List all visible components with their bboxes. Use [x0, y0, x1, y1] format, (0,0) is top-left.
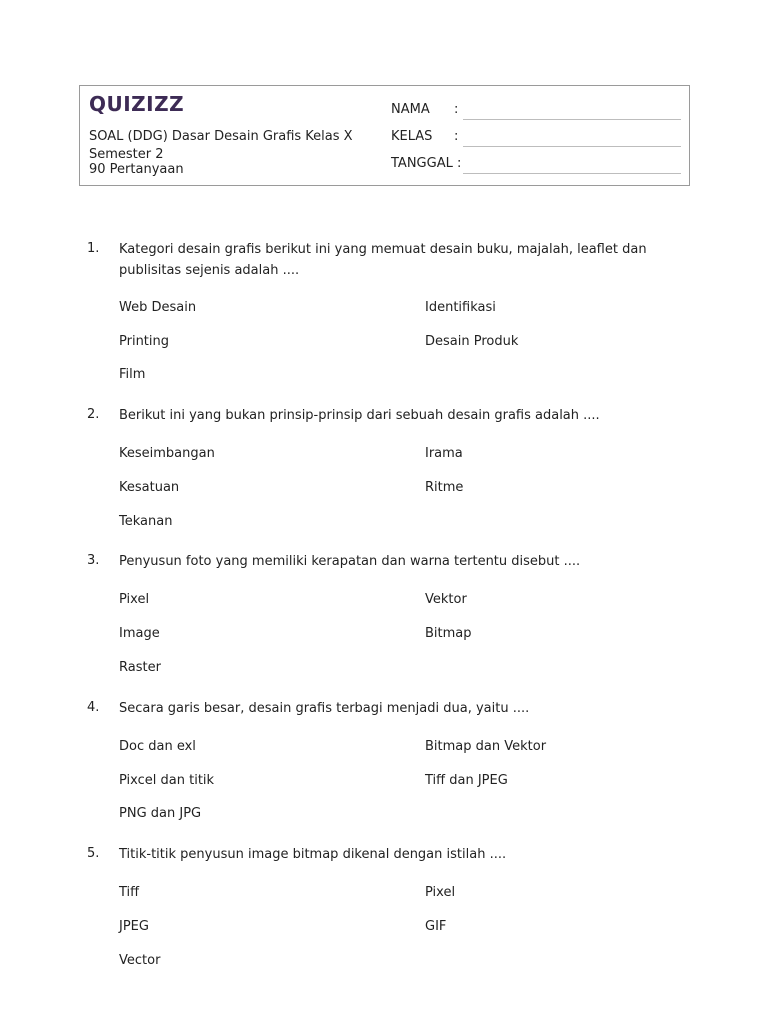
answer-option: Vektor	[425, 592, 467, 607]
answer-option: Irama	[425, 446, 463, 461]
name-colon: :	[454, 102, 459, 117]
class-field[interactable]	[463, 146, 681, 147]
quizizz-logo: QUIZIZZ	[89, 92, 185, 116]
answer-option: Desain Produk	[425, 334, 519, 349]
name-field[interactable]	[463, 119, 681, 120]
date-label: TANGGAL :	[391, 156, 462, 171]
answer-option: Vector	[119, 953, 161, 968]
answer-option: Doc dan exl	[119, 739, 196, 754]
question-text: Titik-titik penyusun image bitmap dikenal dengan istilah ....	[119, 847, 507, 862]
answer-option: Tiff	[119, 885, 140, 900]
answer-option: JPEG	[119, 919, 149, 934]
answer-option: PNG dan JPG	[119, 806, 202, 821]
answer-option: Ritme	[425, 480, 464, 495]
answer-option: Film	[119, 367, 146, 382]
worksheet-title: SOAL (DDG) Dasar Desain Grafis Kelas X Semester 2	[89, 129, 353, 162]
answer-option: Tiff dan JPEG	[425, 773, 508, 788]
date-field[interactable]	[463, 173, 681, 174]
name-label: NAMA	[391, 102, 430, 117]
question-number: 1.	[87, 241, 100, 256]
class-label: KELAS	[391, 129, 433, 144]
question-number: 2.	[87, 407, 100, 422]
question-number: 3.	[87, 553, 100, 568]
answer-option: Printing	[119, 334, 170, 349]
answer-option: Bitmap dan Vektor	[425, 739, 547, 754]
answer-option: Tekanan	[119, 514, 173, 529]
answer-option: Web Desain	[119, 300, 197, 315]
answer-option: Raster	[119, 660, 161, 675]
question-text: Penyusun foto yang memiliki kerapatan dan warna tertentu disebut ....	[119, 554, 581, 569]
answer-option: Keseimbangan	[119, 446, 215, 461]
answer-option: Pixcel dan titik	[119, 773, 215, 788]
question-count: 90 Pertanyaan	[89, 162, 184, 177]
question-text: Secara garis besar, desain grafis terbagi menjadi dua, yaitu ....	[119, 701, 530, 716]
answer-option: Pixel	[119, 592, 150, 607]
question-number: 5.	[87, 846, 100, 861]
question-text: Kategori desain grafis berikut ini yang memuat desain buku, majalah, leaflet dan publisitas sejenis adalah ....	[119, 242, 647, 278]
answer-option: Pixel	[425, 885, 456, 900]
question-text: Berikut ini yang bukan prinsip-prinsip dari sebuah desain grafis adalah ....	[119, 408, 600, 423]
question-number: 4.	[87, 700, 100, 715]
answer-option: Image	[119, 626, 160, 641]
answer-option: Kesatuan	[119, 480, 180, 495]
answer-option: GIF	[425, 919, 447, 934]
answer-option: Identifikasi	[425, 300, 496, 315]
answer-option: Bitmap	[425, 626, 472, 641]
class-colon: :	[454, 129, 459, 144]
